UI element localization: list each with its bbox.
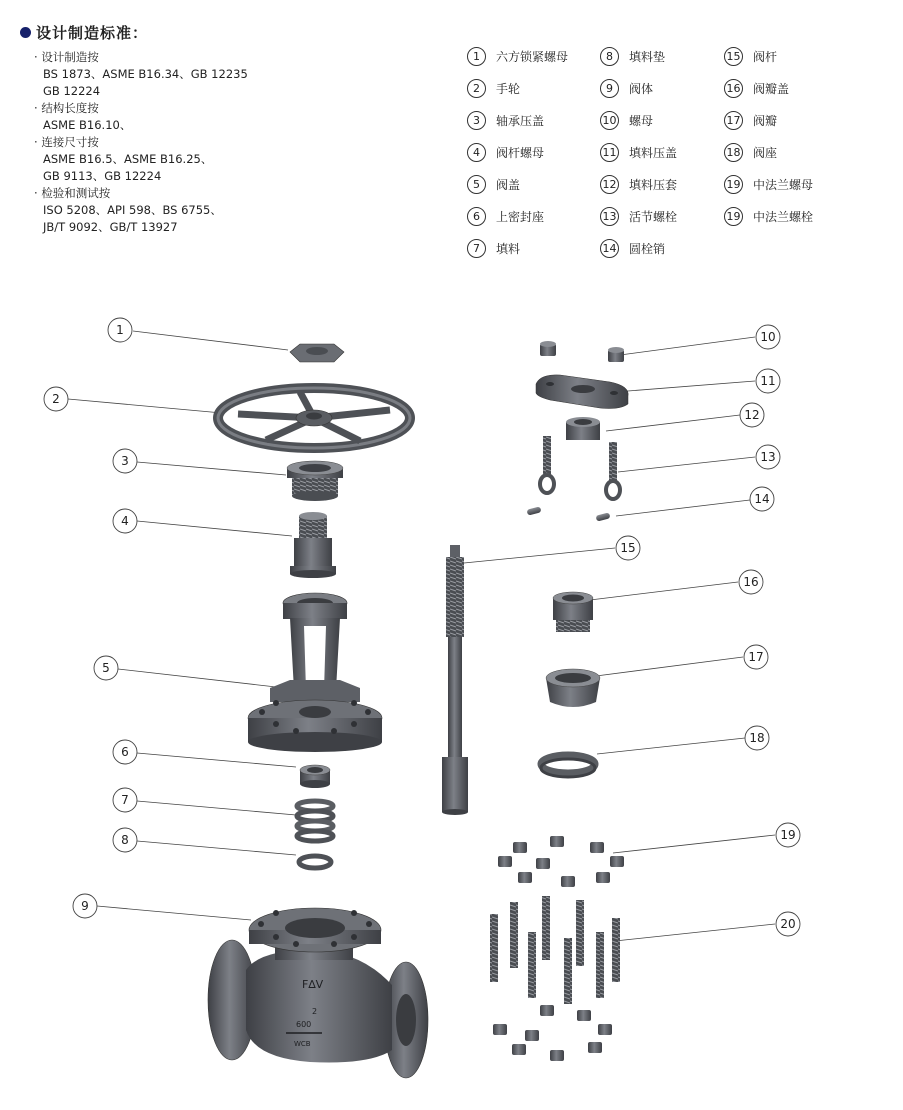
flange-nuts-bottom-part [493, 1005, 612, 1061]
disc-part [546, 669, 600, 707]
packing-washer-part [299, 856, 331, 868]
callout-label: 3 [121, 454, 129, 468]
legend-number: 9 [600, 79, 619, 98]
callout-15 [616, 536, 640, 560]
callout-label: 15 [620, 541, 636, 555]
callout-label: 2 [52, 392, 60, 406]
stem-nut-part [290, 512, 336, 578]
legend-label: 阀杆 [753, 50, 778, 64]
callout-label: 19 [780, 828, 796, 842]
legend-number: 8 [600, 47, 619, 66]
legend-label: 中法兰螺栓 [753, 210, 814, 224]
standards-title-text: 设计制造标准： [36, 24, 149, 42]
callout-8 [113, 828, 137, 852]
callout-3 [113, 449, 137, 473]
standard-value: ASME B16.10、 [43, 118, 132, 132]
gland-bushing-part [566, 417, 600, 440]
standard-value: ASME B16.5、ASME B16.25、 GB 9113、GB 12224 [43, 152, 213, 183]
callout-5 [94, 656, 118, 680]
legend-label: 中法兰螺母 [753, 178, 814, 192]
legend-number: 19 [724, 175, 743, 194]
callout-label: 18 [749, 731, 765, 745]
flange-bolts-part [490, 896, 620, 1004]
callout-label: 5 [102, 661, 110, 675]
callouts [44, 318, 800, 936]
legend-label: 阀体 [629, 82, 654, 96]
legend-label: 阀瓣盖 [753, 82, 790, 96]
legend-number: 2 [467, 79, 486, 98]
legend-label: 圆栓销 [629, 242, 666, 256]
callout-label: 16 [743, 575, 759, 589]
callout-16 [739, 570, 763, 594]
callout-7 [113, 788, 137, 812]
callout-9 [73, 894, 97, 918]
callout-label: 11 [760, 374, 776, 388]
packing-part [297, 801, 333, 841]
body-material-mark: WCB [294, 1040, 311, 1048]
callout-17 [744, 645, 768, 669]
bearing-gland-part [287, 461, 343, 501]
standard-value: ISO 5208、API 598、BS 6755、 JB/T 9092、GB/T 13927 [43, 203, 222, 234]
legend-number: 12 [600, 175, 619, 194]
callout-11 [756, 369, 780, 393]
callout-label: 6 [121, 745, 129, 759]
legend-label: 阀盖 [496, 178, 521, 192]
standard-value: BS 1873、ASME B16.34、GB 12235 GB 12224 [43, 67, 248, 98]
standard-heading: · 结构长度按 [34, 101, 99, 115]
callout-4 [113, 509, 137, 533]
legend-label: 阀杆螺母 [496, 146, 545, 160]
body-rating-mark: 600 [296, 1020, 312, 1029]
callout-2 [44, 387, 68, 411]
handwheel-part [218, 388, 410, 448]
callout-1 [108, 318, 132, 342]
callout-10 [756, 325, 780, 349]
back-seat-part [300, 765, 330, 788]
standard-heading: · 检验和测试按 [34, 186, 110, 200]
legend-number: 6 [467, 207, 486, 226]
gland-flange-part [536, 375, 628, 409]
standard-heading: · 设计制造按 [34, 50, 99, 64]
callout-label: 7 [121, 793, 129, 807]
flange-nuts-top-part [498, 836, 624, 887]
legend-number: 3 [467, 111, 486, 130]
legend-number: 17 [724, 111, 743, 130]
gland-nuts-part [540, 341, 624, 362]
callout-label: 12 [744, 408, 760, 422]
bonnet-part [248, 593, 382, 752]
legend-label: 填料垫 [629, 50, 666, 64]
callout-label: 20 [780, 917, 796, 931]
legend-label: 活节螺栓 [629, 210, 678, 224]
legend-label: 填料 [496, 242, 521, 256]
callout-12 [740, 403, 764, 427]
legend-number: 10 [600, 111, 619, 130]
legend-number: 13 [600, 207, 619, 226]
legend-number: 14 [600, 239, 619, 258]
hex-lock-nut-part [290, 344, 344, 362]
callout-label: 9 [81, 899, 89, 913]
legend-number: 16 [724, 79, 743, 98]
legend-label: 填料压盖 [629, 146, 678, 160]
legend-number: 19 [724, 207, 743, 226]
legend-number: 4 [467, 143, 486, 162]
leader-lines [68, 331, 775, 941]
callout-label: 17 [748, 650, 764, 664]
callout-14 [750, 487, 774, 511]
legend-label: 螺母 [629, 114, 654, 128]
standard-heading: · 连接尺寸按 [34, 135, 99, 149]
callout-label: 4 [121, 514, 129, 528]
body-size-mark: 2 [312, 1007, 318, 1016]
body-logo-mark: F∆V [302, 978, 324, 991]
legend-label: 轴承压盖 [496, 114, 545, 128]
callout-20 [776, 912, 800, 936]
callout-label: 13 [760, 450, 776, 464]
legend-number: 15 [724, 47, 743, 66]
legend-number: 1 [467, 47, 486, 66]
legend-label: 阀瓣 [753, 114, 778, 128]
callout-18 [745, 726, 769, 750]
legend-label: 填料压套 [629, 178, 678, 192]
stem-part [442, 545, 468, 815]
legend-number: 11 [600, 143, 619, 162]
seat-ring-part [541, 755, 595, 777]
disc-cover-part [553, 592, 593, 632]
legend-number: 5 [467, 175, 486, 194]
legend-number: 7 [467, 239, 486, 258]
callout-label: 10 [760, 330, 776, 344]
legend-label: 阀座 [753, 146, 778, 160]
pins-part [526, 506, 610, 521]
eye-bolts-part [540, 436, 620, 499]
callout-label: 14 [754, 492, 770, 506]
legend-label: 六方锁紧螺母 [496, 50, 569, 64]
callout-19 [776, 823, 800, 847]
callout-6 [113, 740, 137, 764]
callout-label: 1 [116, 323, 124, 337]
legend-label: 上密封座 [496, 210, 545, 224]
valve-body-part [208, 908, 428, 1078]
legend-label: 手轮 [496, 82, 521, 96]
callout-13 [756, 445, 780, 469]
legend-number: 18 [724, 143, 743, 162]
callout-label: 8 [121, 833, 129, 847]
